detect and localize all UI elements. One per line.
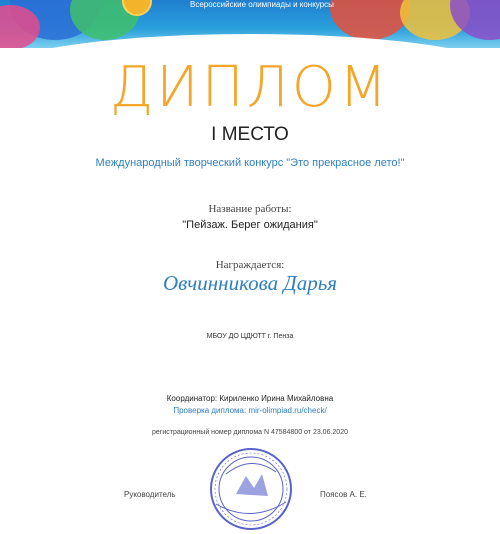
head-label: Руководитель [124,490,176,499]
header-subtitle: Всероссийские олимпиады и конкурсы [190,0,334,9]
coordinator: Координатор: Кириленко Ирина Михайловна [166,394,334,403]
diploma-title: ДИПЛОМ [109,55,391,120]
place-label: I МЕСТО [211,124,289,145]
registration-number: регистрационный номер диплома N 47584800 от 23.06.2020 [152,429,348,436]
head-name: Поясов А. Е. [320,490,367,499]
stamp-seal [206,444,296,534]
recipient-name: Овчинникова Дарья [162,271,338,295]
work-title: "Пейзаж. Берег ожидания" [182,219,318,231]
check-link[interactable]: Проверка диплома: mir-olimpiad.ru/check/ [173,406,327,415]
contest-name: Международный творческий конкурс "Это прекрасное лето!" [95,157,405,169]
work-label: Название работы: [208,203,292,215]
awarded-label: Награждается: [215,259,285,271]
organization: МБОУ ДО ЦДЮТТ г. Пенза [206,333,294,340]
decor-blob [450,0,500,40]
